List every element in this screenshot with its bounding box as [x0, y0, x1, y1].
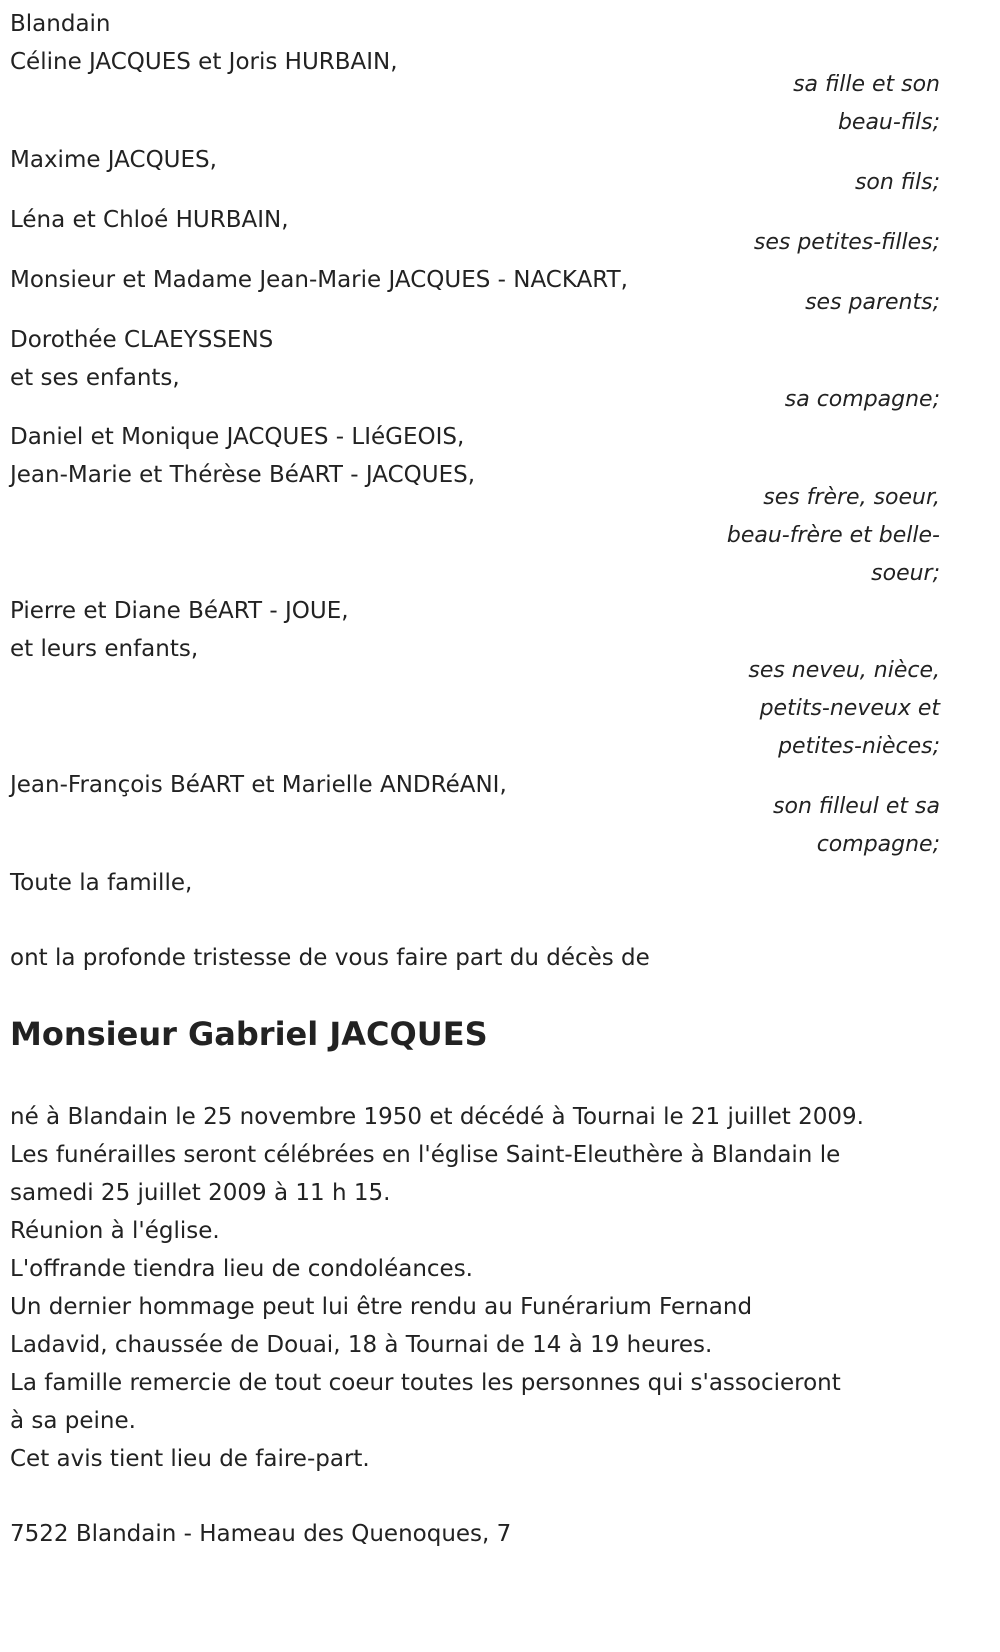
family-relation: ses petites-filles; [753, 230, 940, 255]
family-name: Léna et Chloé HURBAIN, [10, 207, 289, 233]
family-relation: beau-frère et belle- [726, 523, 940, 548]
family-relation: ses neveu, nièce, [748, 658, 940, 683]
family-relation: son filleul et sa [773, 794, 940, 819]
family-relation: petites-nièces; [778, 734, 940, 759]
detail-line: La famille remercie de tout coeur toutes les personnes qui s'associeront [10, 1370, 841, 1396]
family-relation: ses parents; [805, 290, 940, 315]
whole-family: Toute la famille, [10, 870, 193, 896]
place: Blandain [10, 11, 111, 37]
address: 7522 Blandain - Hameau des Quenoques, 7 [10, 1521, 512, 1547]
family-relation: soeur; [871, 561, 940, 586]
family-relation: sa fille et son [793, 72, 940, 97]
family-name: Maxime JACQUES, [10, 147, 217, 173]
detail-line: né à Blandain le 25 novembre 1950 et décédé à Tournai le 21 juillet 2009. [10, 1104, 864, 1130]
family-relation: beau-fils; [837, 110, 940, 135]
family-name: Jean-François BéART et Marielle ANDRéANI, [10, 772, 507, 798]
family-name: Pierre et Diane BéART - JOUE, [10, 598, 349, 624]
family-name: Céline JACQUES et Joris HURBAIN, [10, 49, 398, 75]
detail-line: Cet avis tient lieu de faire-part. [10, 1446, 370, 1472]
announcement: ont la profonde tristesse de vous faire part du décès de [10, 945, 650, 971]
family-relation: son fils; [854, 170, 940, 195]
detail-line: à sa peine. [10, 1408, 136, 1434]
detail-line: Les funérailles seront célébrées en l'église Saint-Eleuthère à Blandain le [10, 1142, 841, 1168]
detail-line: Ladavid, chaussée de Douai, 18 à Tournai de 14 à 19 heures. [10, 1332, 713, 1358]
family-name: Dorothée CLAEYSSENS [10, 327, 274, 353]
detail-line: L'offrande tiendra lieu de condoléances. [10, 1256, 473, 1282]
family-relation: sa compagne; [784, 387, 940, 412]
detail-line: Un dernier hommage peut lui être rendu au Funérarium Fernand [10, 1294, 753, 1320]
deceased-name: Monsieur Gabriel JACQUES [10, 1015, 488, 1053]
family-name: et leurs enfants, [10, 636, 199, 662]
family-relation: compagne; [816, 832, 940, 857]
family-name: Monsieur et Madame Jean-Marie JACQUES - NACKART, [10, 267, 628, 293]
detail-line: samedi 25 juillet 2009 à 11 h 15. [10, 1180, 391, 1206]
family-relation: ses frère, soeur, [763, 485, 940, 510]
family-name: et ses enfants, [10, 365, 180, 391]
detail-line: Réunion à l'église. [10, 1218, 220, 1244]
family-name: Daniel et Monique JACQUES - LIéGEOIS, [10, 424, 465, 450]
family-relation: petits-neveux et [759, 696, 940, 721]
family-name: Jean-Marie et Thérèse BéART - JACQUES, [10, 462, 476, 488]
